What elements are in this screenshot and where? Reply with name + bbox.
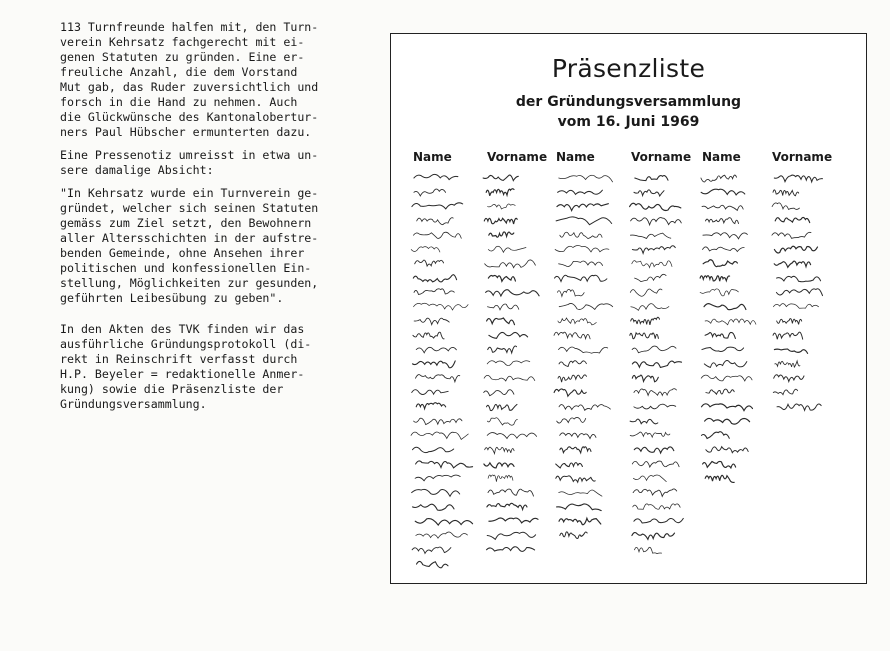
signature-3-17 xyxy=(559,405,610,411)
signature-1-1 xyxy=(414,174,458,179)
signature-3-22 xyxy=(556,476,595,482)
signature-4-15 xyxy=(632,375,658,382)
signature-5-10 xyxy=(704,304,746,310)
signature-2-23 xyxy=(488,489,534,496)
signature-1-26 xyxy=(416,532,468,538)
signature-4-17 xyxy=(634,404,676,409)
signature-3-13 xyxy=(559,347,608,353)
signature-5-11 xyxy=(705,319,756,325)
signature-6-9 xyxy=(776,289,822,296)
signature-4-18 xyxy=(630,419,658,424)
signature-1-23 xyxy=(412,489,460,496)
signature-2-12 xyxy=(489,332,528,338)
intro-paragraph-1: 113 Turnfreunde halfen mit, den Turn- verein Kehrsatz fachgerecht mit ei- genen Statuten zu gründen. Eine er- freuliche Anzahl, die dem Vorstand Mut gab, das Ruder zuversichtlich und forsch in die Hand zu nehmen. Auch die Glückwünsche des Kantonalobertur- ners Paul Hübscher ermunterten dazu. xyxy=(60,20,319,139)
signature-2-27 xyxy=(487,547,535,552)
signature-1-4 xyxy=(417,218,454,225)
signature-4-25 xyxy=(634,518,683,523)
signature-4-7 xyxy=(632,261,672,268)
signature-1-22 xyxy=(415,475,460,481)
signature-4-20 xyxy=(634,447,674,453)
signature-2-8 xyxy=(488,275,515,281)
signature-6-17 xyxy=(777,404,821,410)
signature-4-5 xyxy=(630,233,670,238)
signature-1-11 xyxy=(414,318,449,324)
signature-4-11 xyxy=(631,317,660,325)
signature-5-21 xyxy=(703,461,736,467)
signature-6-13 xyxy=(774,349,807,353)
signature-2-3 xyxy=(488,204,516,209)
signature-3-23 xyxy=(559,490,602,496)
signature-2-19 xyxy=(487,433,536,439)
signature-4-1 xyxy=(635,176,668,181)
intro-paragraph-2: Eine Pressenotiz umreisst in etwa un- sere damalige Absicht: xyxy=(60,148,319,177)
signature-2-4 xyxy=(484,218,517,224)
signature-5-6 xyxy=(703,247,745,252)
document-title: Präsenzliste xyxy=(551,54,706,83)
signature-3-16 xyxy=(554,389,586,396)
signature-5-14 xyxy=(704,361,747,368)
signature-4-19 xyxy=(630,432,670,437)
signature-2-6 xyxy=(488,246,526,252)
signature-4-6 xyxy=(632,246,675,254)
signature-6-8 xyxy=(777,276,821,281)
signature-2-9 xyxy=(486,290,539,296)
signature-1-20 xyxy=(413,447,454,452)
signature-2-16 xyxy=(484,390,514,396)
signature-1-16 xyxy=(412,390,449,395)
signature-3-6 xyxy=(555,246,609,252)
signature-2-17 xyxy=(487,404,518,410)
signature-3-2 xyxy=(558,190,603,194)
signature-5-17 xyxy=(702,404,753,411)
signature-3-11 xyxy=(558,318,596,325)
signature-1-9 xyxy=(414,289,454,295)
document-subtitle: der Gründungsversammlung xyxy=(515,94,742,110)
signature-5-16 xyxy=(706,389,734,394)
signature-2-22 xyxy=(488,475,513,482)
signature-1-18 xyxy=(414,418,462,424)
signature-6-10 xyxy=(773,304,818,309)
signature-1-25 xyxy=(415,519,472,526)
document-date: vom 16. Juni 1969 xyxy=(557,114,700,130)
signature-6-2 xyxy=(773,190,799,196)
signature-3-24 xyxy=(557,504,602,511)
signature-5-18 xyxy=(705,418,750,424)
signature-4-9 xyxy=(630,289,662,296)
signature-3-7 xyxy=(559,261,603,266)
signature-5-5 xyxy=(703,233,748,239)
signature-5-9 xyxy=(700,289,738,296)
signature-1-3 xyxy=(412,203,463,209)
signature-4-23 xyxy=(633,489,677,496)
signature-6-3 xyxy=(772,203,799,210)
signature-6-12 xyxy=(773,332,803,339)
signature-4-2 xyxy=(634,190,664,196)
signature-3-25 xyxy=(559,518,601,524)
signature-3-21 xyxy=(556,463,583,468)
signature-1-7 xyxy=(415,260,444,266)
signature-2-24 xyxy=(487,503,527,509)
signature-1-27 xyxy=(412,547,451,553)
signature-5-7 xyxy=(703,260,737,267)
signature-5-22 xyxy=(705,475,734,482)
signature-4-14 xyxy=(632,361,681,367)
signature-4-12 xyxy=(630,333,659,339)
signature-4-4 xyxy=(631,218,682,225)
signature-5-2 xyxy=(701,189,745,195)
signature-2-15 xyxy=(484,375,535,381)
column-header-vorname-2: Vorname xyxy=(631,150,692,164)
signature-1-13 xyxy=(416,347,456,353)
signature-5-8 xyxy=(700,276,730,282)
signature-2-13 xyxy=(488,346,517,353)
signature-5-15 xyxy=(701,375,752,381)
signature-6-7 xyxy=(774,261,810,267)
signature-2-26 xyxy=(487,532,535,539)
signature-1-14 xyxy=(413,361,456,368)
signature-2-14 xyxy=(487,361,530,366)
signature-5-12 xyxy=(705,332,735,338)
signature-3-18 xyxy=(557,417,586,423)
signature-6-11 xyxy=(777,319,802,325)
signature-6-5 xyxy=(772,232,811,238)
signature-1-6 xyxy=(411,247,440,252)
signature-1-5 xyxy=(413,232,461,238)
signature-4-3 xyxy=(630,203,681,210)
signature-4-27 xyxy=(635,547,662,553)
signature-3-9 xyxy=(557,289,584,296)
signature-3-20 xyxy=(560,447,591,453)
signature-6-4 xyxy=(775,217,810,222)
column-header-vorname-1: Vorname xyxy=(487,150,548,164)
signature-3-26 xyxy=(560,532,587,539)
signature-3-15 xyxy=(558,375,587,382)
signature-5-19 xyxy=(702,432,730,439)
signature-3-1 xyxy=(559,175,613,182)
signature-1-21 xyxy=(416,461,473,468)
signature-2-1 xyxy=(483,175,518,181)
signature-2-21 xyxy=(484,463,514,468)
signature-5-4 xyxy=(706,218,739,224)
signature-1-15 xyxy=(416,375,460,382)
signature-2-10 xyxy=(488,304,519,310)
signature-1-12 xyxy=(413,332,444,339)
signature-5-3 xyxy=(702,205,743,210)
signature-6-1 xyxy=(774,175,822,182)
signature-2-7 xyxy=(485,260,536,268)
attendance-list-document xyxy=(390,33,867,584)
signature-6-16 xyxy=(773,389,797,394)
press-quote: "In Kehrsatz wurde ein Turnverein ge- gründet, welcher sich seinen Statuten gemäss zum Ziel setzt, den Bewohnern aller Altersschichten in der aufstre- benden Gemeinde, ohne Ansehen ihrer politischen und konfessionellen Ein- stellung, Möglichkeiten zur gesunden, geführten Leibesübung zu geben". xyxy=(60,186,319,305)
signature-4-24 xyxy=(633,504,681,509)
signature-3-12 xyxy=(554,332,590,339)
signature-1-28 xyxy=(417,561,449,567)
signature-4-10 xyxy=(631,304,669,311)
signature-1-8 xyxy=(413,275,456,282)
signature-3-10 xyxy=(559,303,613,309)
signature-1-2 xyxy=(414,189,446,196)
signature-3-5 xyxy=(560,232,602,238)
signature-6-14 xyxy=(775,361,800,367)
signature-5-20 xyxy=(706,447,748,453)
intro-text xyxy=(60,20,382,420)
signature-4-13 xyxy=(632,346,676,353)
signature-5-13 xyxy=(702,347,744,351)
signature-3-19 xyxy=(560,433,596,439)
column-header-vorname-3: Vorname xyxy=(772,150,833,164)
signature-2-11 xyxy=(487,318,515,325)
signature-2-20 xyxy=(485,447,514,453)
intro-paragraph-4: In den Akten des TVK finden wir das ausführliche Gründungsprotokoll (di- rekt in Reinschrift verfasst durch H.P. Beyeler = redaktionelle Anmer- kung) sowie die Präsenzliste der Gründungsversammlung. xyxy=(60,322,312,411)
signature-1-24 xyxy=(413,504,455,510)
column-header-name-3: Name xyxy=(702,150,741,164)
signature-1-10 xyxy=(414,303,469,310)
signature-4-16 xyxy=(634,389,677,396)
signature-3-8 xyxy=(555,275,607,281)
signature-6-6 xyxy=(774,246,817,253)
signature-3-14 xyxy=(559,361,586,367)
signature-2-2 xyxy=(486,189,514,196)
signature-2-25 xyxy=(489,518,538,523)
signature-4-22 xyxy=(633,475,666,482)
handwritten-signatures xyxy=(391,34,866,583)
signature-4-26 xyxy=(632,533,675,540)
column-header-name-1: Name xyxy=(413,150,452,164)
signature-3-4 xyxy=(556,217,612,225)
signature-4-21 xyxy=(632,461,679,467)
signature-5-1 xyxy=(701,175,737,182)
signature-4-8 xyxy=(635,274,667,281)
signature-2-5 xyxy=(489,232,514,237)
signature-1-17 xyxy=(416,403,446,409)
column-header-name-2: Name xyxy=(556,150,595,164)
signature-3-3 xyxy=(557,204,609,211)
signature-1-19 xyxy=(411,432,468,439)
signature-2-18 xyxy=(488,418,518,426)
signature-6-15 xyxy=(774,375,804,382)
